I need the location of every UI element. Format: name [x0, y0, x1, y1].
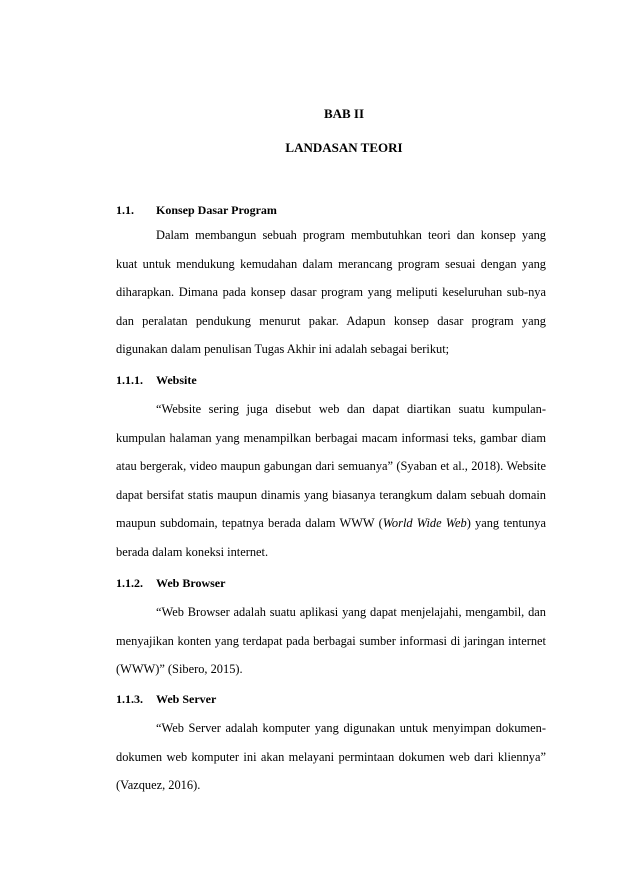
- chapter-title: LANDASAN TEORI: [285, 140, 403, 155]
- section-title: Web Browser: [156, 576, 226, 590]
- chapter-label: BAB II: [323, 106, 365, 121]
- paragraph-italic-text: World Wide Web: [382, 516, 467, 530]
- paragraph-website: [116, 395, 546, 566]
- paragraph-web-server: [116, 714, 546, 800]
- section-number: 1.1.2.: [116, 576, 143, 590]
- section-number: 1.1.3.: [116, 692, 143, 706]
- paragraph-web-browser: [116, 598, 546, 684]
- paragraph-text: “Web Browser adalah suatu aplikasi yang dapat menjelajahi, mengambil, dan menyajikan konten yang terdapat pada berbagai sumber informasi di jaringan internet (WWW)” (Sibero, 2015).: [116, 605, 546, 676]
- paragraph-text: “Website sering juga disebut web dan dapat diartikan suatu kumpulan-kumpulan halaman yang menampilkan berbagai macam informasi teks, gambar diam atau bergerak, video maupun gabungan dari semuanya” (Syaban et al., 2018). Website dapat bersifat statis maupun dinamis yang biasanya terangkum dalam sebuah domain maupun subdomain, tepatnya berada dalam WWW (: [116, 402, 546, 530]
- paragraph-text: ) yang tentunya berada dalam koneksi internet.: [116, 516, 547, 559]
- section-title: Web Server: [156, 692, 217, 706]
- section-heading-1-1-2: [116, 569, 225, 598]
- section-number: 1.1.1.: [116, 373, 143, 387]
- section-title: Website: [156, 373, 197, 387]
- paragraph-text: “Web Server adalah komputer yang digunakan untuk menyimpan dokumen-dokumen web komputer ini akan melayani permintaan dokumen web dari kliennya” (Vazquez, 2016).: [116, 721, 546, 792]
- paragraph-konsep-dasar: [116, 221, 546, 364]
- section-heading-1-1-3: [116, 685, 216, 714]
- section-heading-1-1-1: [116, 366, 197, 395]
- section-title: Konsep Dasar Program: [156, 203, 277, 217]
- paragraph-text: Dalam membangun sebuah program membutuhkan teori dan konsep yang kuat untuk mendukung kemudahan dalam merancang program sesuai dengan yang diharapkan. Dimana pada konsep dasar program yang meliputi keseluruhan sub-nya dan peralatan pendukung menurut pakar. Adapun konsep dasar program yang digunakan dalam penulisan Tugas Akhir ini adalah sebagai berikut;: [116, 228, 546, 356]
- section-number: 1.1.: [116, 203, 134, 217]
